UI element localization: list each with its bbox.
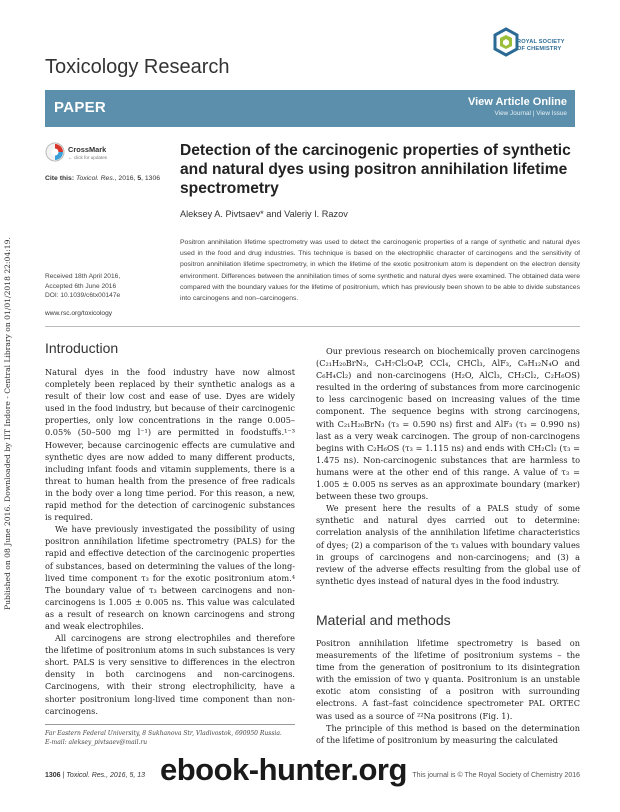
footer-separator: | — [60, 772, 67, 779]
footer-cite: Toxicol. Res., 2016, 5, 13 — [66, 772, 146, 779]
affiliation-footnote — [45, 729, 295, 748]
publisher-line2: OF CHEMISTRY — [517, 45, 562, 52]
abstract: Positron annihilation lifetime spectrometry was used to detect the carcinogenic properties of a range of synthetic and natural dyes used in the food and drug industries. This technique is based on the electrophilic character of carcinogens and the sensitivity of positron annihilation lifetime spectrometry, in which the lifetime of the exotic positronium atom is dependent on the electron density environment. Differences between the annihilation times of some synthetic and natural dyes were examined. The obtained data were compared with the boundary values for the lifetime of positronium, which has previously been shown to be able to divide substances into carcinogens and non–carcinogens. — [180, 239, 580, 303]
accepted-date: Accepted 6th June 2016 — [45, 282, 117, 290]
rsc-logo-icon — [493, 27, 519, 61]
watermark-text: ebook-hunter.org — [160, 752, 407, 787]
footnote-divider — [45, 724, 295, 725]
received-date: Received 18th April 2016, — [45, 273, 121, 280]
article-type-label: PAPER — [54, 99, 107, 116]
cite-prefix: Cite this: — [45, 175, 76, 182]
citation — [45, 175, 160, 182]
crossmark-sub: ← click for updates — [68, 155, 108, 160]
cite-rest: , 2016, — [114, 175, 138, 182]
email[interactable]: E-mail: aleksey_pivtsaev@mail.ru — [45, 739, 148, 747]
right-column — [316, 345, 580, 587]
view-article-online-link[interactable]: View Article Online — [467, 96, 567, 108]
cite-journal: Toxicol. Res. — [75, 175, 115, 182]
affiliation: Far Eastern Federal University, 8 Sukhanova Str, Vladivostok, 690950 Russia. — [45, 730, 282, 737]
authors: Aleksey A. Pivtsaev* and Valeriy I. Razov — [180, 209, 348, 219]
methods-paragraph-2: The principle of this method is based on the determination of the lifetime of positronium by measuring the calculated — [316, 722, 580, 745]
intro-paragraph-3: All carcinogens are strong electrophiles and therefore the lifetime of positronium atoms in such substances is very short. PALS is very sensitive to differences in the electron density in both carcinogens and non-carcinogens. Carcinogens, with their strong electrophilicity, have a shorter positronium long-lived time component than non-carcinogens. — [45, 633, 295, 716]
right-column-methods — [316, 637, 580, 746]
journal-title: Toxicology Research — [45, 56, 230, 78]
heading-material-and-methods: Material and methods — [316, 612, 451, 628]
publisher-line1: ROYAL SOCIETY — [517, 39, 565, 45]
section-divider — [45, 326, 580, 327]
rsc-logo[interactable] — [493, 27, 583, 67]
crossmark-badge[interactable] — [45, 142, 125, 168]
left-column — [45, 366, 295, 717]
view-journal-link[interactable]: View Journal — [494, 110, 531, 117]
doi[interactable]: DOI: 10.1039/c6tx00147e — [45, 292, 121, 300]
download-info-strip — [0, 140, 18, 610]
crossmark-label: CrossMark — [68, 145, 107, 154]
crossmark-icon — [45, 142, 65, 162]
intro-paragraph-4: Our previous research on biochemically proven carcinogens (C₂₁H₂₀BrN₃, C₄H₇Cl₂O₄P, CCl₄, CHCl₃, AlF₃, C₈H₁₂N₄O and C₆H₄Cl₂) and non-carcinogens (H₂O, AlCl₃, CH₂Cl₂, C₂H₆OS) resulted in the ordering of substances from more carcinogenic to less carcinogenic based on increasing values of the time component. The sequence begins with strong carcinogens, with C₂₁H₂₀BrN₃ (τ₃ = 0.590 ns) first and AlF₃ (τ₃ = 0.990 ns) last as a very weak carcinogen. The group of non-carcinogens begins with C₂H₆OS (τ₃ = 1.115 ns) and ends with CH₂Cl₂ (τ₃ = 1.475 ns). Non-carcinogenic substances that are harmless to humans were at the other end of this range. A value of τ₃ = 1.005 ± 0.005 ns serves as an approximate boundary (marker) between these two groups. — [316, 346, 580, 502]
article-title: Detection of the carcinogenic properties of synthetic and natural dyes using positron annihilation lifetime spectrometry — [180, 142, 571, 197]
intro-paragraph-1: Natural dyes in the food industry have now almost completely been replaced by their synthetic analogs as a result of their low cost and ease of use. Dyes are widely used in the food industry, but because of their carcinogenic properties, only low concentrations in the range 0.005–0.05% (50–500 mg l⁻¹) are permitted in foodstuffs.¹⁻³ However, because carcinogenic effects are cumulative and synthetic dyes are now added to many different products, including infant foods and vitamin supplements, there is a threat to human health from the presence of free radicals in the body over a long time period. For this reason, a new, rapid method for the detection of carcinogenic substances is required. — [45, 367, 295, 523]
view-issue-link[interactable]: View Issue — [536, 110, 567, 117]
methods-paragraph-1: Positron annihilation lifetime spectrometry is based on measurements of the lifetime of positronium systems – the time from the generation of positronium to its disintegration with the emission of two γ quanta. Positronium is an unstable exotic atom consisting of a positron with surrounding electrons. A fast–fast coincidence spectrometer PAL ORTEC was used as a source of ²²Na positrons (Fig. 1). — [316, 638, 580, 721]
heading-introduction: Introduction — [45, 340, 119, 356]
journal-url-link[interactable]: www.rsc.org/toxicology — [45, 310, 113, 317]
intro-paragraph-2: We have previously investigated the possibility of using positron annihilation lifetime spectrometry (PALS) for the rapid and effective detection of the carcinogenic properties of substances, based on determining the values of the long-lived time component τ₃ for the exotic positronium atom.⁴ The boundary value of τ₃ between carcinogens and non-carcinogens is 1.005 ± 0.005 ns. This value was calculated as a result of research on known carcinogens and strong and weak electrophiles. — [45, 524, 295, 631]
view-links — [495, 110, 568, 117]
download-info-text: Published on 08 June 2016. Downloaded by IIT Indore - Central Library on 01/01/2018 22:04:19. — [3, 237, 12, 610]
article-meta — [45, 272, 120, 301]
page-footer — [45, 772, 145, 779]
article-type-banner — [45, 90, 575, 127]
footer-copyright: This journal is © The Royal Society of Chemistry 2016 — [412, 772, 580, 779]
cite-page: , 1306 — [141, 175, 161, 182]
page-number: 1306 — [45, 772, 61, 779]
view-links-separator: | — [530, 110, 537, 117]
intro-paragraph-5: We present here the results of a PALS study of some synthetic and natural dyes carried out to determine: correlation analysis of the annihilation lifetime characteristics of dyes; (2) a comparison of the τ₃ values with boundary values in groups of carcinogens and non-carcinogens; and (3) a review of the adverse effects resulting from the global use of synthetic dyes instead of natural dyes in the food industry. — [316, 503, 580, 586]
cite-volume: 5 — [137, 175, 142, 182]
